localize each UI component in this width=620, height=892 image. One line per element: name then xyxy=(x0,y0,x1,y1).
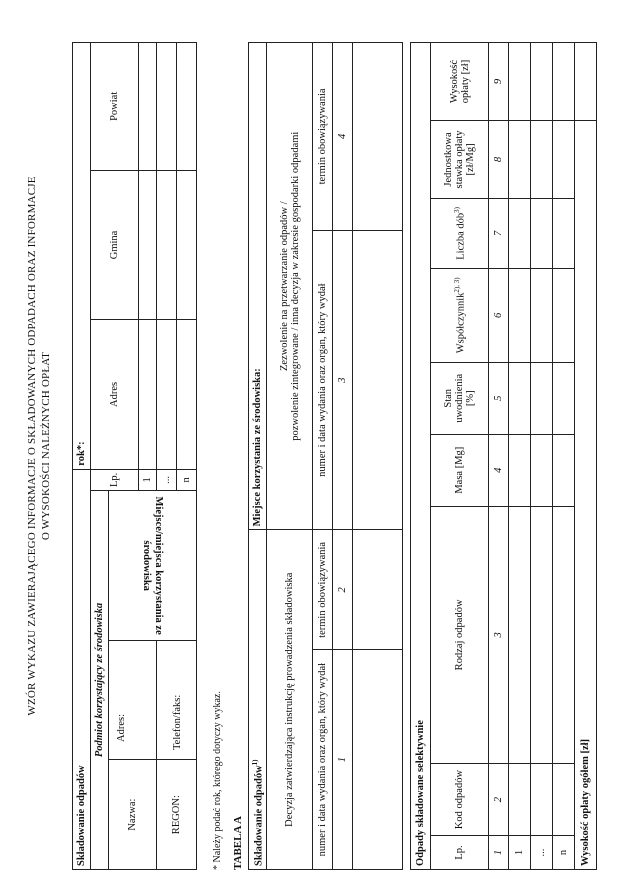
waste-section-label: Odpady składowane selektywnie xyxy=(411,43,431,870)
total-label: Wysokość opłaty ogółem [zł] xyxy=(575,120,597,869)
cell xyxy=(157,320,177,470)
col-number: 8 xyxy=(489,120,509,198)
days-text: Liczba dób xyxy=(455,212,467,260)
cell xyxy=(353,530,403,650)
col-number: 9 xyxy=(489,43,509,121)
col-number: 4 xyxy=(333,43,353,231)
col-gmina: Gmina xyxy=(91,170,139,320)
address-label: Adres: xyxy=(116,714,127,742)
cell xyxy=(531,362,553,434)
col-address: Adres xyxy=(91,320,139,470)
col-rate: Jednostkowa stawka opłaty [zł/Mg] xyxy=(431,120,489,198)
row-lp: n xyxy=(177,469,197,490)
col-fee: Wysokość opłaty [zł] xyxy=(431,43,489,121)
waste-table xyxy=(410,42,597,870)
col-number: 3 xyxy=(333,230,353,530)
col-term: termin obowiązywania xyxy=(313,530,333,650)
col-code: Kod odpadów xyxy=(431,764,489,836)
row-lp: n xyxy=(553,836,575,870)
col-number: 2 xyxy=(489,764,509,836)
cell xyxy=(509,120,531,198)
col-number-date: numer i data wydania oraz organ, który wydał xyxy=(313,230,333,530)
total-value xyxy=(575,43,597,121)
footnote: * Należy podać rok, którego dotyczy wykaz. xyxy=(212,691,223,870)
table-row xyxy=(531,43,553,870)
col-number: 5 xyxy=(489,362,509,434)
row-lp: 1 xyxy=(509,836,531,870)
cell xyxy=(177,43,197,171)
col-number: 3 xyxy=(489,506,509,763)
col-mass: Masa [Mg] xyxy=(431,434,489,506)
cell xyxy=(509,43,531,121)
cell xyxy=(509,764,531,836)
col-hydration: Stan uwodnienia [%] xyxy=(431,362,489,434)
cell xyxy=(509,198,531,268)
name-label: Nazwa: xyxy=(109,760,157,870)
place-label: Miejsce korzystania ze środowiska: xyxy=(249,43,267,530)
places-label xyxy=(109,491,197,641)
coefficient-sup: 2), 3) xyxy=(452,277,461,293)
table-a xyxy=(248,42,403,870)
cell xyxy=(553,764,575,836)
cell xyxy=(353,650,403,870)
cell xyxy=(509,268,531,362)
col-number: 1 xyxy=(489,836,509,870)
cell xyxy=(353,43,403,231)
title-line-2: O WYSOKOŚCI NALEŻNYCH OPŁAT xyxy=(40,351,52,541)
cell xyxy=(139,170,157,320)
cell xyxy=(177,320,197,470)
cell xyxy=(157,170,177,320)
cell xyxy=(531,198,553,268)
permit-header xyxy=(267,43,313,530)
cell xyxy=(553,434,575,506)
regon-label: REGON: xyxy=(157,760,197,870)
col-number: 1 xyxy=(333,650,353,870)
col-term: termin obowiązywania xyxy=(313,43,333,231)
table-a-section-sup: 1) xyxy=(250,759,259,766)
cell xyxy=(509,362,531,434)
coefficient-text: Współczynnik xyxy=(455,292,467,354)
cell xyxy=(553,120,575,198)
year-label: rok*: xyxy=(73,43,91,470)
cell xyxy=(531,764,553,836)
days-sup: 3) xyxy=(452,207,461,213)
cell xyxy=(553,506,575,763)
table-a-section-text: Składowanie odpadów xyxy=(253,765,265,866)
row-lp: ... xyxy=(531,836,553,870)
col-number: 2 xyxy=(333,530,353,650)
cell xyxy=(531,506,553,763)
entity-label: Podmiot korzystający ze środowiska xyxy=(91,491,109,870)
table-row xyxy=(553,43,575,870)
col-number: 7 xyxy=(489,198,509,268)
cell xyxy=(509,506,531,763)
table-row xyxy=(509,43,531,870)
row-lp: 1 xyxy=(139,469,157,490)
cell xyxy=(531,43,553,121)
top-section-label: Składowanie odpadów xyxy=(73,469,91,869)
cell xyxy=(157,43,177,171)
cell xyxy=(531,268,553,362)
table-a-label: TABELA A xyxy=(232,816,244,870)
col-powiat: Powiat xyxy=(91,43,139,171)
col-number: 4 xyxy=(489,434,509,506)
col-days xyxy=(431,198,489,268)
cell xyxy=(139,43,157,171)
cell xyxy=(531,434,553,506)
col-coefficient xyxy=(431,268,489,362)
permit-header-line-1: Zezwolenie na przetwarzanie odpadów / xyxy=(278,201,290,372)
table-a-section-label xyxy=(249,530,267,870)
places-label-text: Miejsce/miejsca korzystania ze środowiska xyxy=(141,496,165,635)
col-lp: Lp. xyxy=(431,836,489,870)
permit-header-line-2: pozwolenie zintegrowane / inna decyzja w zakresie gospodarki odpadami xyxy=(289,131,301,441)
cell xyxy=(553,43,575,121)
col-kind: Rodzaj odpadów xyxy=(431,506,489,763)
cell xyxy=(553,362,575,434)
col-lp: Lp. xyxy=(91,469,139,490)
cell xyxy=(139,320,157,470)
title-line-1: WZÓR WYKAZU ZAWIERAJĄCEGO INFORMACJE O SKŁADOWANYCH ODPADACH ORAZ INFORMACJE xyxy=(26,176,38,716)
cell xyxy=(553,198,575,268)
cell xyxy=(509,434,531,506)
cell xyxy=(553,268,575,362)
decision-header: Decyzja zatwierdzająca instrukcję prowadzenia składowiska xyxy=(267,530,313,870)
col-number: 6 xyxy=(489,268,509,362)
row-lp: ... xyxy=(157,469,177,490)
cell xyxy=(353,230,403,530)
cell xyxy=(531,120,553,198)
col-number-date: numer i data wydania oraz organ, który wydał xyxy=(313,650,333,870)
phone-label: Telefon/faks: xyxy=(172,694,183,750)
cell xyxy=(177,170,197,320)
